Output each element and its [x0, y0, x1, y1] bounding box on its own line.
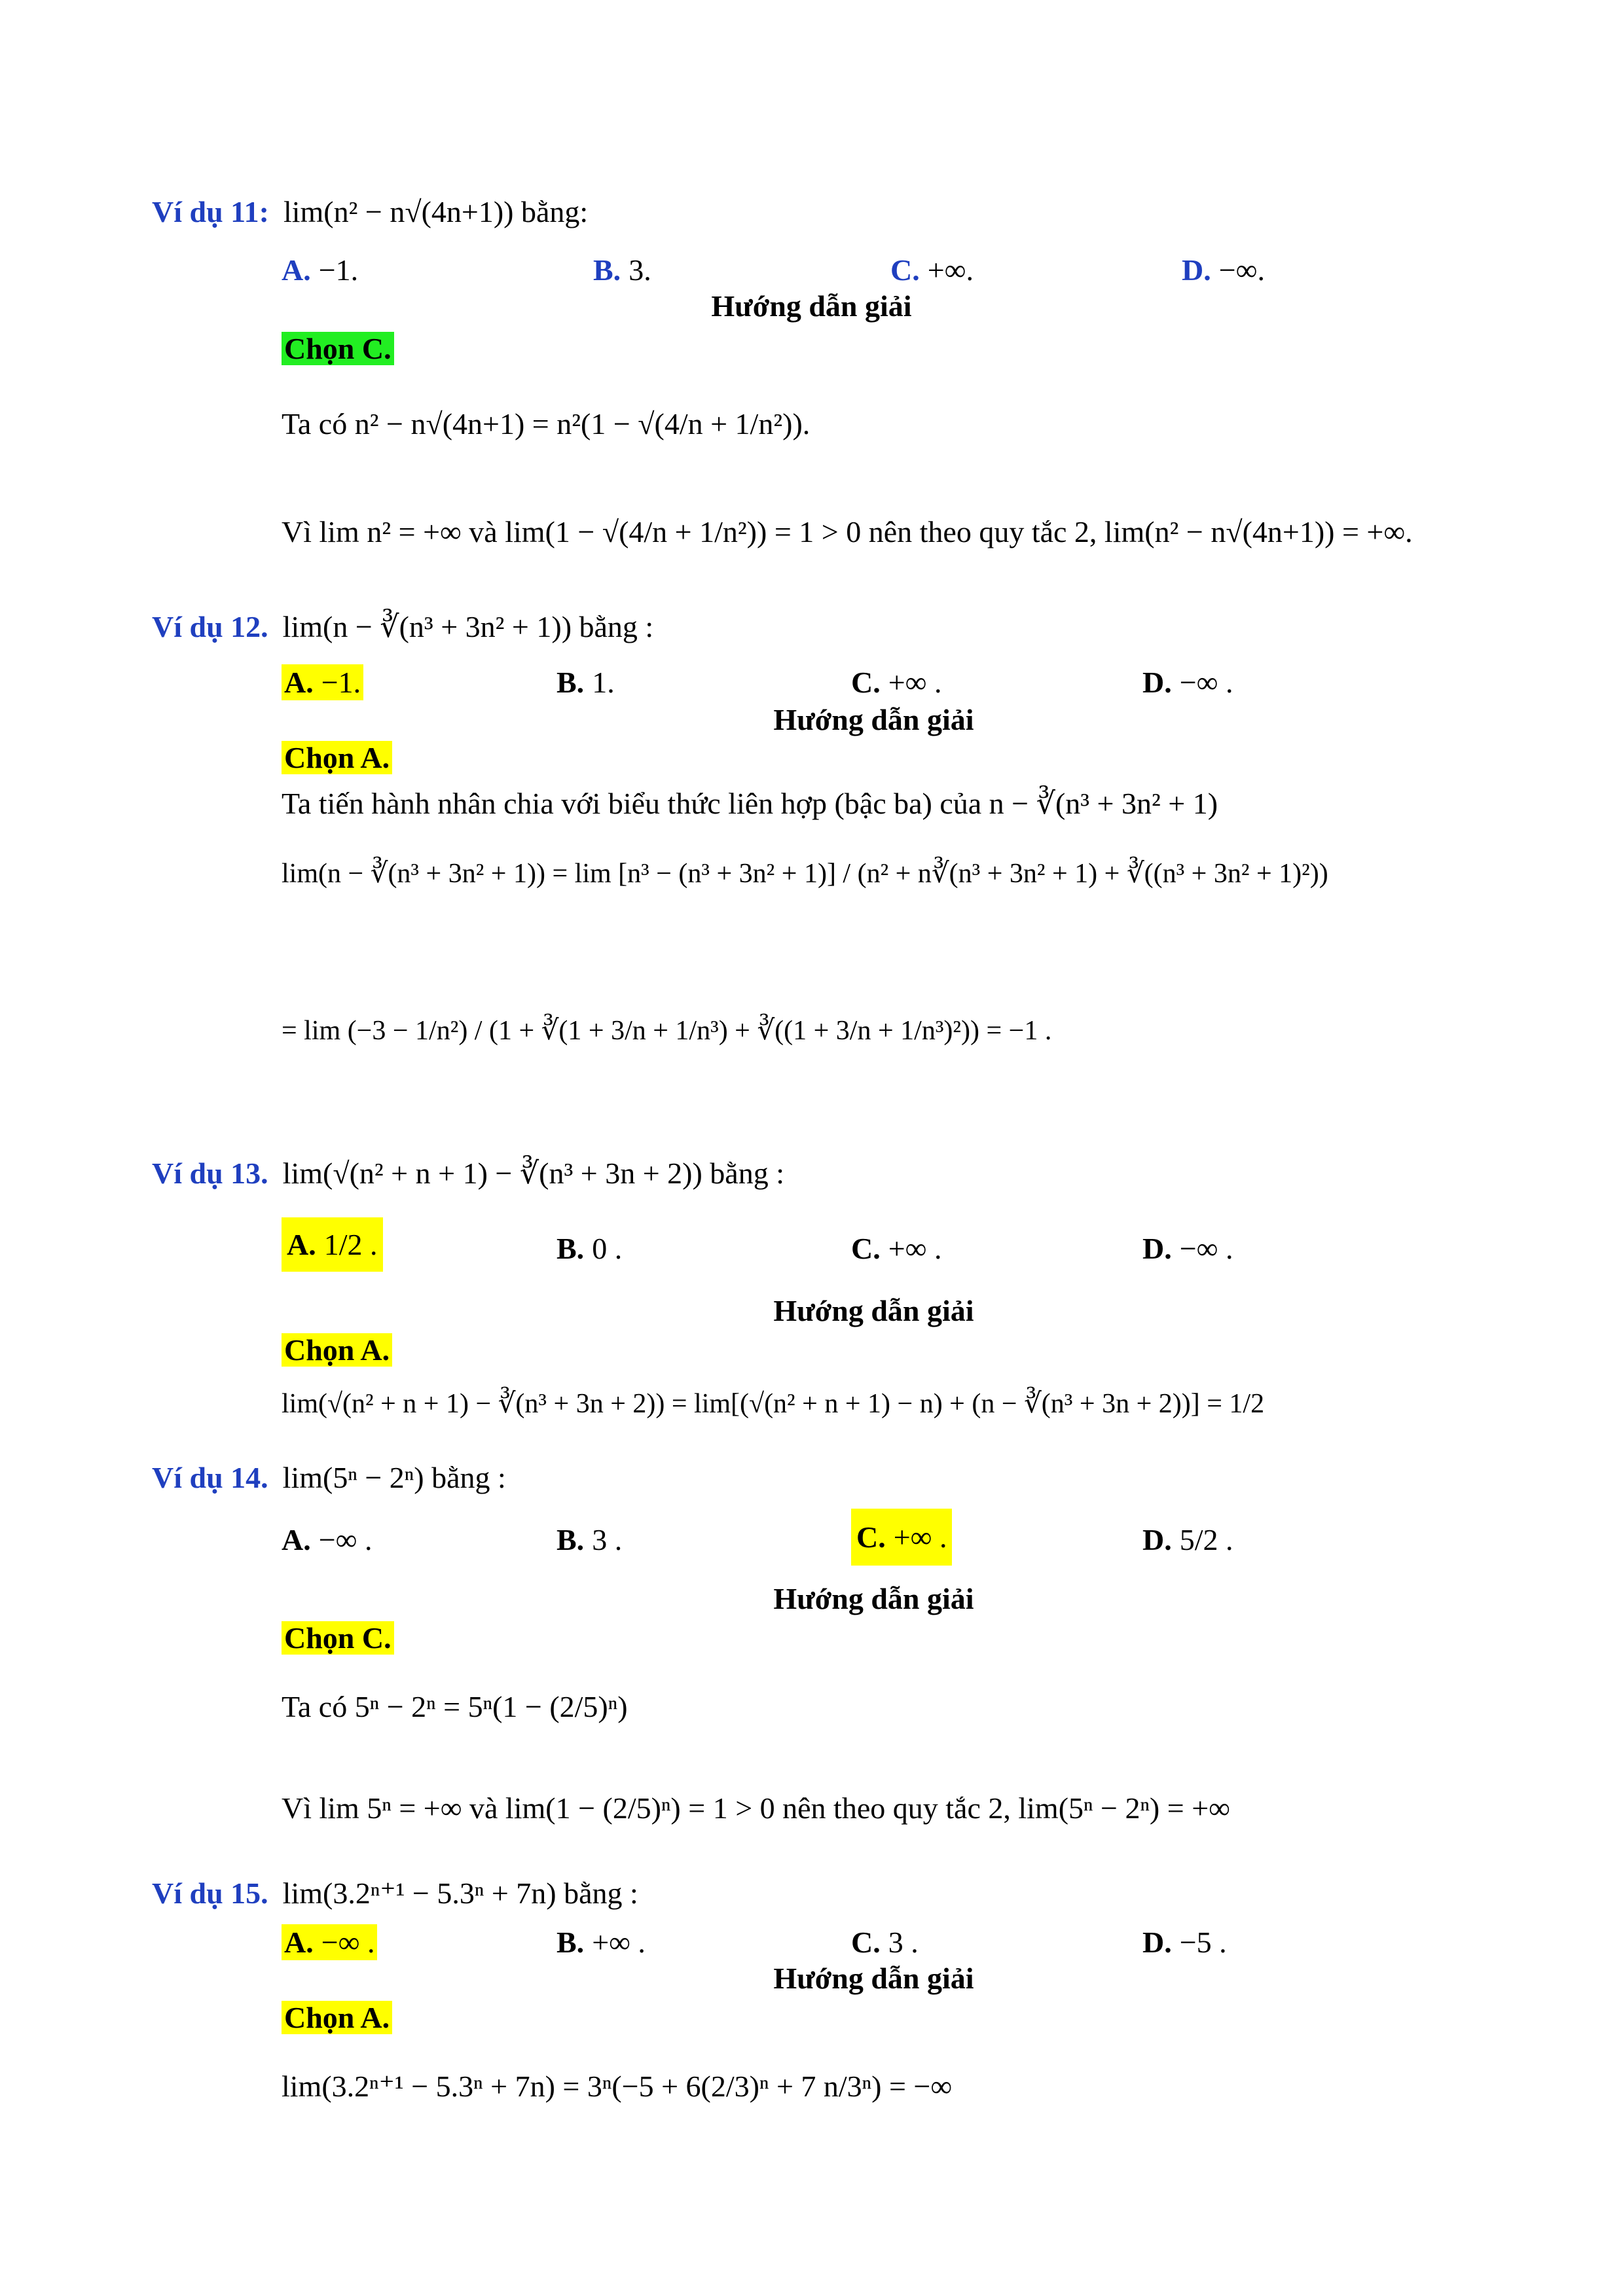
example-13-label: Ví dụ 13.: [152, 1157, 268, 1190]
example-12-choice-d: D. −∞ .: [1142, 666, 1233, 699]
example-12-guide-heading: Hướng dẫn giải: [773, 703, 974, 736]
example-12-solution-3: = lim (−3 − 1/n²) / (1 + ∛(1 + 3/n + 1/n³) + ∛((1 + 3/n + 1/n³)²)) = −1 .: [282, 1016, 1052, 1046]
example-11-choice-b: B. 3.: [593, 253, 651, 287]
example-12-solution-2: lim(n − ∛(n³ + 3n² + 1)) = lim [n³ − (n³ + 3n² + 1)] / (n² + n∛(n³ + 3n² + 1) + ∛((n³ + 3n² + 1)²)): [282, 859, 1328, 889]
example-13-answer: Chọn A.: [282, 1333, 392, 1367]
example-15-solution-1: lim(3.2ⁿ⁺¹ − 5.3ⁿ + 7n) = 3ⁿ(−5 + 6(2/3)ⁿ + 7 n/3ⁿ) = −∞: [282, 2070, 953, 2103]
example-12-solution-1: Ta tiến hành nhân chia với biểu thức liên hợp (bậc ba) của n − ∛(n³ + 3n² + 1): [282, 787, 1218, 820]
example-13-choice-b: B. 0 .: [556, 1232, 623, 1265]
example-13-choices: [282, 1230, 1395, 1276]
example-13-expression: lim(√(n² + n + 1) − ∛(n³ + 3n + 2)) bằng :: [282, 1157, 784, 1190]
example-14-choice-d: D. 5/2 .: [1142, 1523, 1233, 1556]
example-14-choices: [282, 1522, 1395, 1568]
example-14-choice-b: B. 3 .: [556, 1523, 623, 1556]
example-14-expression: lim(5ⁿ − 2ⁿ) bằng :: [282, 1461, 506, 1494]
example-12-answer: Chọn A.: [282, 741, 392, 774]
example-15-label: Ví dụ 15.: [152, 1876, 268, 1910]
example-11-choice-d: D. −∞.: [1182, 253, 1265, 287]
example-15-choice-b: B. +∞ .: [556, 1926, 646, 1959]
example-12-choice-a: A. −1.: [282, 664, 363, 700]
example-11-answer: Chọn C.: [282, 332, 394, 365]
example-12-choice-b: B. 1.: [556, 666, 615, 699]
example-14-answer: Chọn C.: [282, 1621, 394, 1655]
example-11-solution-2: Vì lim n² = +∞ và lim(1 − √(4/n + 1/n²)) = 1 > 0 nên theo quy tắc 2, lim(n² − n√(4n+1)) = +∞.: [282, 515, 1413, 548]
example-15-answer: Chọn A.: [282, 2001, 392, 2034]
example-13-question: [152, 1155, 784, 1191]
example-11-guide-heading: Hướng dẫn giải: [711, 289, 912, 323]
example-11-choice-c: C. +∞.: [890, 253, 974, 287]
example-13-guide-heading: Hướng dẫn giải: [773, 1294, 974, 1327]
example-11-question: [152, 194, 588, 230]
example-15-choice-c: C. 3 .: [851, 1926, 919, 1959]
example-15-expression: lim(3.2ⁿ⁺¹ − 5.3ⁿ + 7n) bằng :: [282, 1876, 638, 1910]
example-14-label: Ví dụ 14.: [152, 1461, 268, 1494]
example-14-question: [152, 1460, 506, 1496]
example-12-label: Ví dụ 12.: [152, 610, 268, 643]
example-13-choice-d: D. −∞ .: [1142, 1232, 1233, 1265]
example-14-solution-1: Ta có 5ⁿ − 2ⁿ = 5ⁿ(1 − (2/5)ⁿ): [282, 1690, 628, 1723]
example-15-guide-heading: Hướng dẫn giải: [773, 1962, 974, 1995]
example-11-solution-1: Ta có n² − n√(4n+1) = n²(1 − √(4/n + 1/n²)).: [282, 407, 811, 440]
example-13-solution-1: lim(√(n² + n + 1) − ∛(n³ + 3n + 2)) = lim[(√(n² + n + 1) − n) + (n − ∛(n³ + 3n + 2))] = 1/2: [282, 1389, 1265, 1419]
example-15-question: [152, 1875, 638, 1911]
example-14-solution-2: Vì lim 5ⁿ = +∞ và lim(1 − (2/5)ⁿ) = 1 > 0 nên theo quy tắc 2, lim(5ⁿ − 2ⁿ) = +∞: [282, 1791, 1230, 1825]
example-14-choice-c: C. +∞ .: [851, 1509, 952, 1566]
example-15-choice-d: D. −5 .: [1142, 1926, 1227, 1959]
example-11-expression: lim(n² − n√(4n+1)) bằng:: [283, 195, 589, 228]
example-12-expression: lim(n − ∛(n³ + 3n² + 1)) bằng :: [282, 610, 654, 643]
example-11-label: Ví dụ 11:: [152, 195, 269, 228]
example-12-choice-c: C. +∞ .: [851, 666, 942, 699]
example-14-guide-heading: Hướng dẫn giải: [773, 1582, 974, 1615]
example-12-question: [152, 609, 653, 645]
example-15-choice-a: A. −∞ .: [282, 1924, 377, 1960]
example-11-choice-a: A. −1.: [282, 253, 359, 287]
example-13-choice-a: A. 1/2 .: [282, 1217, 383, 1272]
example-13-choice-c: C. +∞ .: [851, 1232, 942, 1265]
example-14-choice-a: A. −∞ .: [282, 1523, 373, 1556]
